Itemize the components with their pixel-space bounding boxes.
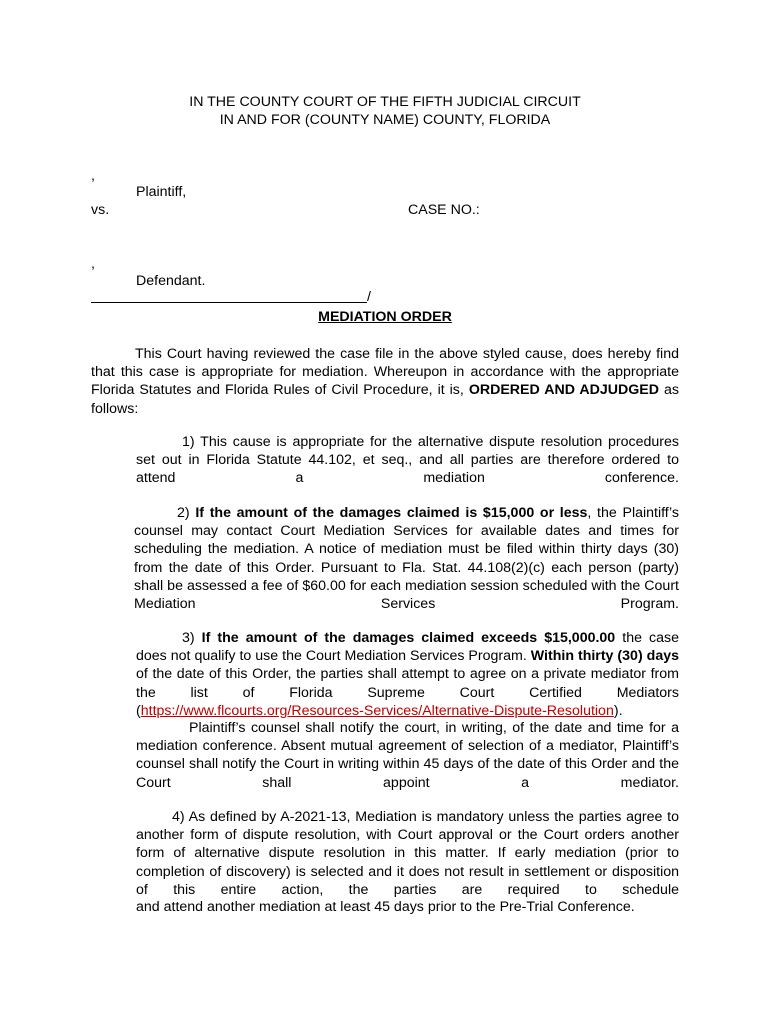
defendant-label: Defendant. [136, 273, 206, 289]
paragraph-3-bold-2: Within thirty (30) days [530, 648, 679, 665]
plaintiff-label: Plaintiff, [136, 184, 187, 200]
document-title: MEDIATION ORDER [318, 309, 452, 325]
plaintiff-name-blank: , [91, 168, 95, 184]
paragraph-2 [134, 504, 679, 631]
paragraph-2-bold: If the amount of the damages claimed is $15,000 or less [195, 505, 588, 521]
intro-tail: as follows: [91, 382, 679, 417]
paragraph-1: 1) This cause is appropriate for the alternative dispute resolution procedures set out in Florida Statute 44.102, et seq., and all parties are therefore ordered to attend a mediation conference. [136, 434, 679, 487]
paragraph-4-last-line: and attend another mediation at least 45 days prior to the Pre-Trial Conference. [136, 899, 635, 915]
paragraph-3: 3) If the amount of the damages claimed exceeds $15,000.00 the case does not qualify to use the Court Mediation Services Program. Within thirty (30) days of the date of this Order, the parties shall attempt to agree on a private mediator from the list of Florida Supreme Court Certified Mediators (https://www.flcourts.org/Resources-Services/Alternative-Dispute-Resolution). [136, 630, 679, 719]
court-header-line2: IN AND FOR (COUNTY NAME) COUNTY, FLORIDA [219, 112, 551, 128]
defendant-name-blank: , [91, 256, 95, 272]
intro-paragraph [91, 345, 679, 436]
intro-text: This Court having reviewed the case file in the above styled cause, does hereby find that this case is appropriate for mediation. Whereupon in accordance with the appropriate Florida Statutes and Florida Rules of Civil Procedure, it is, [91, 346, 679, 399]
caption-slash: / [367, 289, 371, 305]
case-number-label: CASE NO.: [408, 202, 480, 218]
paragraph-3-bold-1: If the amount of the damages claimed exceeds $15,000.00 [201, 630, 616, 646]
paragraph-3-continued: Plaintiff’s counsel shall notify the court, in writing, of the date and time for a mediation conference. Absent mutual agreement of selection of a mediator, Plaintiff’s counsel shall notify the Court in writing within 45 days of the date of this Order and the Court shall appoint a mediator. [136, 720, 679, 791]
paragraph-2-number: 2) [177, 505, 190, 521]
caption-underline [91, 302, 367, 303]
ordered-adjudged: ORDERED AND ADJUDGED [468, 382, 660, 399]
paragraph-2-text: , the Plaintiff’s counsel may contact Court Mediation Services for available dates and times for scheduling the mediation. A notice of mediation must be filed within thirty days (30) from the date of this Order. Pursuant to Fla. Stat. 44.108(2)(c) each person (party) shall be assessed a fee of $60.00 for each mediation session scheduled with the Court Mediation Services Program. [134, 505, 679, 613]
court-header-line1: IN THE COUNTY COURT OF THE FIFTH JUDICIAL CIRCUIT [189, 94, 581, 110]
flcourts-adr-link[interactable]: https://www.flcourts.org/Resources-Services/Alternative-Dispute-Resolution [140, 702, 614, 719]
versus-label: vs. [91, 202, 110, 218]
paragraph-4: 4) As defined by A-2021-13, Mediation is mandatory unless the parties agree to another form of dispute resolution, with Court approval or the Court orders another form of alternative dispute resolution in this matter. If early mediation (prior to completion of discovery) is selected and it does not result in settlement or disposition of this entire action, the parties are required to schedule [136, 809, 679, 898]
